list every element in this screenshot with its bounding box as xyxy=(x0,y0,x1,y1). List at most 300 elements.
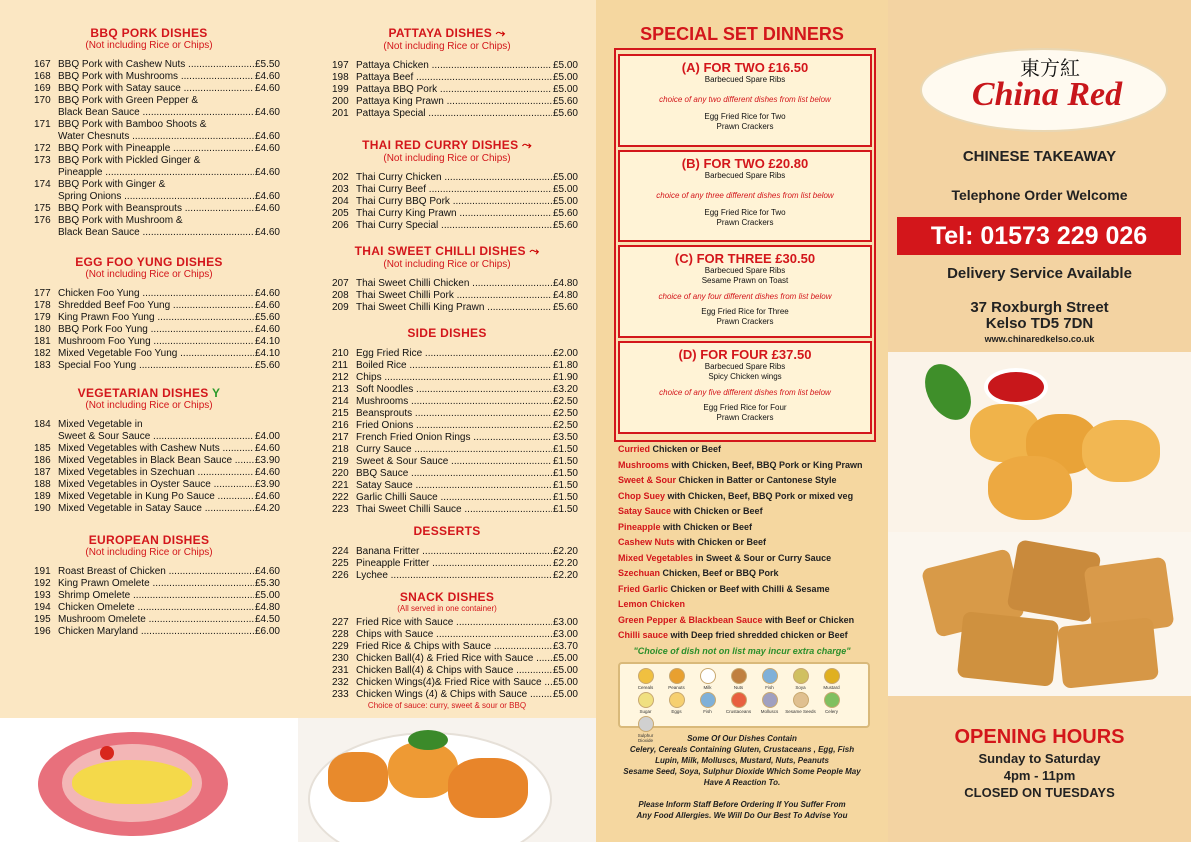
item-number: 170 xyxy=(34,95,51,106)
item-list xyxy=(0,566,298,638)
item-name: Chicken Maryland ..... xyxy=(58,626,254,638)
item-name: BBQ Pork with Pickled Ginger & xyxy=(58,155,201,166)
item-name: Mixed Vegetables in Oyster Sauce ..... xyxy=(58,479,254,491)
menu-item xyxy=(298,72,596,84)
section-title xyxy=(0,386,298,400)
pick-highlight: Satay Sauce xyxy=(618,506,672,516)
menu-item xyxy=(0,443,298,455)
item-number: 203 xyxy=(332,184,349,195)
euro-section xyxy=(0,533,298,638)
item-price: £4.10 xyxy=(254,348,280,359)
pick-item xyxy=(618,504,888,520)
set-dinners-title: SPECIAL SET DINNERS xyxy=(640,24,844,44)
item-price: £4.50 xyxy=(254,614,280,625)
set-title: (D) FOR FOUR £37.50 xyxy=(678,347,812,362)
sauce-note: Choice of sauce: curry, sweet & sour or BBQ xyxy=(367,701,527,710)
item-name: Pattaya BBQ Pork ..... xyxy=(356,84,552,96)
allergen-item xyxy=(630,668,661,690)
website-link[interactable]: www.chinaredkelso.co.uk xyxy=(984,334,1095,344)
item-name: Thai Curry Special ..... xyxy=(356,220,552,232)
item-name: Thai Curry BBQ Pork ..... xyxy=(356,196,552,208)
menu-item xyxy=(0,348,298,360)
item-price: £3.20 xyxy=(552,384,578,395)
pick-item xyxy=(618,458,888,474)
set-line: Sesame Prawn on Toast xyxy=(701,276,789,285)
item-price: £2.50 xyxy=(552,408,578,419)
allergen-label: Eggs xyxy=(671,709,682,714)
allergen-icon xyxy=(638,716,654,732)
set-title: (A) FOR TWO £16.50 xyxy=(681,60,809,75)
item-number: 208 xyxy=(332,290,349,301)
pick-rest: with Deep fried shredded chicken or Beef xyxy=(668,630,848,640)
spacer xyxy=(34,167,58,179)
item-name: Thai Curry Beef ..... xyxy=(356,184,552,196)
item-price: £4.10 xyxy=(254,336,280,347)
pick-highlight: Chop Suey xyxy=(618,490,666,501)
allergen-label: Celery xyxy=(824,709,838,714)
item-number: 209 xyxy=(332,302,349,313)
menu-item xyxy=(298,617,596,629)
menu-item xyxy=(0,143,298,155)
pick-item xyxy=(618,551,888,567)
item-price: £5.00 xyxy=(552,172,578,183)
allergen-item xyxy=(816,692,847,714)
item-name: Beansprouts ..... xyxy=(356,408,552,420)
set-title: (C) FOR THREE £30.50 xyxy=(674,251,816,266)
chicken-balls-photo xyxy=(888,352,1191,532)
item-number: 220 xyxy=(332,468,349,479)
set-choice: choice of any two different dishes from list below xyxy=(659,95,831,104)
lettuce-garnish xyxy=(916,356,981,428)
item-price: £4.80 xyxy=(552,290,578,301)
menu-item xyxy=(298,558,596,570)
allergen-label: Cereals xyxy=(637,685,654,690)
item-number: 205 xyxy=(332,208,349,219)
menu-item xyxy=(298,480,596,492)
item-name: Shrimp Omelete ..... xyxy=(58,590,254,602)
item-name: Roast Breast of Chicken ..... xyxy=(58,566,254,578)
item-name: Lychee ..... xyxy=(356,570,552,582)
item-name: Thai Sweet Chilli King Prawn ..... xyxy=(356,302,552,314)
pick-highlight: Cashew Nuts xyxy=(618,537,675,547)
item-number: 189 xyxy=(34,491,51,502)
item-number: 179 xyxy=(34,312,51,323)
item-list xyxy=(298,348,596,516)
item-list xyxy=(298,617,596,701)
telephone-number[interactable]: Tel: 01573 229 026 xyxy=(897,217,1181,255)
item-number: 173 xyxy=(34,155,51,166)
menu-item xyxy=(0,503,298,515)
allergen-item xyxy=(754,692,785,714)
allergen-item xyxy=(785,668,816,690)
menu-item xyxy=(0,626,298,638)
item-name-cont: Water Chesnuts ..... xyxy=(58,131,254,143)
item-price: £4.60 xyxy=(254,191,280,202)
item-name: Chicken Foo Yung ..... xyxy=(58,288,254,300)
section-subtitle: (Not including Rice or Chips) xyxy=(85,40,213,51)
menu-item xyxy=(298,689,596,701)
set-extra: Egg Fried Rice for Four xyxy=(703,403,787,412)
pick-rest: with Chicken or Beef xyxy=(674,537,767,547)
delivery-service: Delivery Service Available xyxy=(947,265,1132,282)
section-title-text: THAI RED CURRY DISHES xyxy=(362,138,519,152)
section-title xyxy=(298,244,596,259)
allergen-info xyxy=(596,733,888,821)
hours-title: OPENING HOURS xyxy=(954,726,1125,748)
section-title: SIDE DISHES xyxy=(407,326,487,340)
desserts-section xyxy=(298,524,596,582)
allergen-label: Soya xyxy=(795,685,806,690)
item-number: 190 xyxy=(34,503,51,514)
menu-item xyxy=(298,641,596,653)
spacer xyxy=(34,431,58,443)
chicken-piece xyxy=(448,758,528,818)
menu-item-cont xyxy=(0,131,298,143)
item-price: £2.50 xyxy=(552,420,578,431)
staff-line: Any Food Allergies. We Will Do Our Best To Advise You xyxy=(636,811,848,820)
item-price: £4.60 xyxy=(254,203,280,214)
allergen-item xyxy=(785,692,816,714)
omelette-photo xyxy=(0,718,298,842)
item-name: Special Foo Yung ..... xyxy=(58,360,254,372)
menu-item-cont xyxy=(0,107,298,119)
spacer xyxy=(34,227,58,239)
allergen-icon xyxy=(762,668,778,684)
pick-item xyxy=(618,442,888,458)
item-name: Chicken Ball(4) & Fried Rice with Sauce ..... xyxy=(356,653,552,665)
panel-4 xyxy=(888,0,1191,842)
item-price: £4.60 xyxy=(254,167,280,178)
item-price: £4.60 xyxy=(254,227,280,238)
set-extra: Egg Fried Rice for Two xyxy=(704,112,786,121)
item-name: Chips ..... xyxy=(356,372,552,384)
item-number: 188 xyxy=(34,479,51,490)
item-price: £5.50 xyxy=(254,59,280,70)
pick-highlight: Mixed Vegetables xyxy=(618,552,694,563)
pick-item xyxy=(618,582,888,598)
spacer xyxy=(34,131,58,143)
section-title: BBQ PORK DISHES xyxy=(90,26,208,40)
set-a xyxy=(618,54,872,147)
item-name: Soft Noodles ..... xyxy=(356,384,552,396)
pick-highlight: Lemon Chicken xyxy=(618,599,686,609)
chilli-icon: ⤳ xyxy=(522,138,532,152)
item-number: 214 xyxy=(332,396,349,407)
item-number: 206 xyxy=(332,220,349,231)
item-name-cont: Black Bean Sauce ..... xyxy=(58,107,254,119)
item-name: Chips with Sauce ..... xyxy=(356,629,552,641)
pick-highlight: Mushrooms xyxy=(618,459,670,470)
item-name: Pineapple Fritter ..... xyxy=(356,558,552,570)
menu-item xyxy=(0,119,298,131)
item-price: £6.00 xyxy=(254,626,280,637)
menu-item xyxy=(0,71,298,83)
item-price: £2.20 xyxy=(552,558,578,569)
item-price: £5.60 xyxy=(254,360,280,371)
item-number: 167 xyxy=(34,59,51,70)
pick-item xyxy=(618,473,888,489)
item-price: £5.30 xyxy=(254,578,280,589)
thai-chilli-section xyxy=(298,244,596,314)
item-name: Chicken Wings (4) & Chips with Sauce ..... xyxy=(356,689,552,701)
item-number: 198 xyxy=(332,72,349,83)
set-line: Barbecued Spare Ribs xyxy=(704,362,786,371)
item-number: 181 xyxy=(34,336,51,347)
menu-item xyxy=(298,108,596,120)
chicken-ball xyxy=(988,456,1072,520)
item-number: 226 xyxy=(332,570,349,581)
item-number: 194 xyxy=(34,602,51,613)
menu-item-cont xyxy=(0,191,298,203)
item-price: £4.60 xyxy=(254,566,280,577)
item-number: 196 xyxy=(34,626,51,637)
item-name: Thai Sweet Chilli Sauce ..... xyxy=(356,504,552,516)
item-name: French Fried Onion Rings ..... xyxy=(356,432,552,444)
menu-item xyxy=(0,203,298,215)
section-title: EGG FOO YUNG DISHES xyxy=(75,255,223,269)
item-price: £1.50 xyxy=(552,504,578,515)
item-price: £4.20 xyxy=(254,503,280,514)
item-price: £3.70 xyxy=(552,641,578,652)
item-number: 233 xyxy=(332,689,349,700)
item-name-cont: Spring Onions ..... xyxy=(58,191,254,203)
pick-rest: with Chicken, Beef, BBQ Pork or mixed veg xyxy=(665,490,854,501)
logo-english: China Red xyxy=(971,76,1123,113)
item-list xyxy=(0,59,298,239)
item-price: £1.50 xyxy=(552,456,578,467)
set-extra: Prawn Crackers xyxy=(716,413,774,422)
menu-item xyxy=(298,570,596,582)
menu-item xyxy=(0,614,298,626)
item-price: £4.60 xyxy=(254,288,280,299)
section-title: DESSERTS xyxy=(413,524,481,538)
allergen-label: Sesame Seeds xyxy=(785,709,816,714)
pick-rest: with Chicken, Beef, BBQ Pork or King Prawn xyxy=(669,459,863,470)
allergen-line: Some Of Our Dishes Contain xyxy=(687,734,797,743)
item-name: Thai Curry King Prawn ..... xyxy=(356,208,552,220)
menu-item xyxy=(298,84,596,96)
item-price: £4.60 xyxy=(254,131,280,142)
menu-item xyxy=(0,602,298,614)
menu-item xyxy=(0,83,298,95)
menu-item xyxy=(0,479,298,491)
section-title xyxy=(298,26,596,41)
pick-item xyxy=(618,628,888,644)
item-price: £5.00 xyxy=(552,84,578,95)
item-number: 178 xyxy=(34,300,51,311)
allergen-label: Sugar xyxy=(639,709,652,714)
menu-item xyxy=(0,59,298,71)
allergen-icon xyxy=(731,692,747,708)
item-number: 201 xyxy=(332,108,349,119)
item-name: Garlic Chilli Sauce ..... xyxy=(356,492,552,504)
item-price: £1.50 xyxy=(552,480,578,491)
item-price: £5.00 xyxy=(552,665,578,676)
omelette xyxy=(72,760,192,804)
allergen-icon xyxy=(762,692,778,708)
section-subtitle: (Not including Rice or Chips) xyxy=(383,259,511,270)
pick-item xyxy=(618,535,888,551)
item-name: BBQ Pork with Mushroom & xyxy=(58,215,183,226)
menu-item xyxy=(298,372,596,384)
sesame-toast xyxy=(957,611,1059,687)
menu-item xyxy=(298,302,596,314)
item-price: £5.00 xyxy=(552,72,578,83)
menu-item xyxy=(298,290,596,302)
menu-item-cont xyxy=(0,431,298,443)
allergen-item xyxy=(661,668,692,690)
menu-item xyxy=(0,467,298,479)
item-name: BBQ Pork with Satay sauce ..... xyxy=(58,83,254,95)
set-title: (B) FOR TWO £20.80 xyxy=(681,156,809,171)
item-number: 177 xyxy=(34,288,51,299)
item-name: Pattaya Beef ..... xyxy=(356,72,552,84)
pick-highlight: Szechuan xyxy=(618,568,661,578)
item-list xyxy=(298,546,596,582)
pick-rest: with Chicken or Beef xyxy=(671,506,763,516)
snack-section xyxy=(298,590,596,710)
item-number: 175 xyxy=(34,203,51,214)
sesame-toast xyxy=(1057,617,1159,689)
staff-line: Please Inform Staff Before Ordering If You Suffer From xyxy=(638,800,846,809)
set-line: Barbecued Spare Ribs xyxy=(704,266,786,275)
item-name: Mixed Vegetables in Black Bean Sauce ..... xyxy=(58,455,254,467)
item-name: BBQ Pork with Green Pepper & xyxy=(58,95,199,106)
set-extra: Egg Fried Rice for Three xyxy=(701,307,789,316)
pick-rest: with Beef or Chicken xyxy=(762,614,855,625)
allergen-icon xyxy=(824,692,840,708)
section-subtitle: (Not including Rice or Chips) xyxy=(85,269,213,280)
section-subtitle: (All served in one container) xyxy=(397,604,497,613)
pick-item xyxy=(618,597,888,613)
item-price: £4.60 xyxy=(254,324,280,335)
item-name: BBQ Sauce ..... xyxy=(356,468,552,480)
item-price: £5.00 xyxy=(254,590,280,601)
allergen-item xyxy=(723,668,754,690)
pick-highlight: Green Pepper & Blackbean Sauce xyxy=(618,614,763,625)
item-number: 231 xyxy=(332,665,349,676)
address xyxy=(888,300,1191,332)
item-number: 202 xyxy=(332,172,349,183)
item-number: 217 xyxy=(332,432,349,443)
panel-1 xyxy=(0,0,298,718)
allergen-line: Celery, Cereals Containing Gluten, Crustaceans , Egg, Fish xyxy=(629,745,855,754)
item-number: 222 xyxy=(332,492,349,503)
item-price: £5.60 xyxy=(552,108,578,119)
item-number: 168 xyxy=(34,71,51,82)
item-price: £5.00 xyxy=(552,653,578,664)
item-number: 232 xyxy=(332,677,349,688)
item-number: 216 xyxy=(332,420,349,431)
side-section xyxy=(298,326,596,516)
menu-item xyxy=(0,300,298,312)
item-price: £5.00 xyxy=(552,60,578,71)
menu-item xyxy=(298,504,596,516)
item-number: 193 xyxy=(34,590,51,601)
item-name: Fried Rice & Chips with Sauce ..... xyxy=(356,641,552,653)
item-number: 230 xyxy=(332,653,349,664)
item-price: £1.90 xyxy=(552,372,578,383)
egg-section xyxy=(0,255,298,372)
section-subtitle: (Not including Rice or Chips) xyxy=(383,153,511,164)
item-price: £5.60 xyxy=(254,312,280,323)
chilli-icon: ⤳ xyxy=(529,244,540,258)
menu-item xyxy=(0,179,298,191)
logo-chinese: 東方紅 xyxy=(1020,56,1080,80)
menu-item xyxy=(298,184,596,196)
set-line: Barbecued Spare Ribs xyxy=(704,75,786,84)
item-name: King Prawn Foo Yung ..... xyxy=(58,312,254,324)
set-choice: choice of any four different dishes from list below xyxy=(658,292,832,301)
item-name: Thai Sweet Chilli Pork ..... xyxy=(356,290,552,302)
item-name: King Prawn Omelete ..... xyxy=(58,578,254,590)
item-number: 195 xyxy=(34,614,51,625)
menu-item xyxy=(298,653,596,665)
item-number: 219 xyxy=(332,456,349,467)
pick-rest: Chicken or Beef with Chilli & Sesame xyxy=(668,583,830,594)
item-number: 185 xyxy=(34,443,51,454)
menu-item xyxy=(0,360,298,372)
allergen-label: Sulphur Dioxide xyxy=(637,733,654,743)
item-name: Curry Sauce ..... xyxy=(356,444,552,456)
item-price: £1.80 xyxy=(552,360,578,371)
set-d xyxy=(618,341,872,434)
menu-item xyxy=(298,278,596,290)
item-number: 191 xyxy=(34,566,51,577)
item-number: 200 xyxy=(332,96,349,107)
allergen-item xyxy=(723,692,754,714)
hours-days: Sunday to Saturday xyxy=(978,751,1101,766)
pick-highlight: Curried xyxy=(618,444,651,454)
address-street: 37 Roxburgh Street xyxy=(970,299,1109,316)
item-number: 171 xyxy=(34,119,51,130)
item-price: £3.90 xyxy=(254,479,280,490)
item-name: Mushroom Omelete ..... xyxy=(58,614,254,626)
item-price: £5.60 xyxy=(552,208,578,219)
allergen-icon xyxy=(731,668,747,684)
sauce-bowl xyxy=(984,368,1048,406)
item-number: 197 xyxy=(332,60,349,71)
pick-highlight: Chilli sauce xyxy=(618,630,669,640)
item-number: 199 xyxy=(332,84,349,95)
item-number: 183 xyxy=(34,360,51,371)
item-number: 223 xyxy=(332,504,349,515)
allergen-label: Crustaceans xyxy=(725,709,752,714)
item-name: Pattaya King Prawn ..... xyxy=(356,96,552,108)
allergen-icon xyxy=(793,668,809,684)
item-name: BBQ Pork with Pineapple ..... xyxy=(58,143,254,155)
pick-item xyxy=(618,613,888,629)
bbq-section xyxy=(0,26,298,239)
item-price: £3.50 xyxy=(552,432,578,443)
pick-rest: Chicken or Beef xyxy=(650,444,722,454)
menu-item xyxy=(0,288,298,300)
item-name: Thai Curry Chicken ..... xyxy=(356,172,552,184)
set-extra: Prawn Crackers xyxy=(716,122,774,131)
item-name: BBQ Pork with Mushrooms ..... xyxy=(58,71,254,83)
allergen-line: Lupin, Milk, Molluscs, Mustard, Nuts, Peanuts xyxy=(655,756,829,765)
set-extra: Prawn Crackers xyxy=(716,317,774,326)
telephone-order: Telephone Order Welcome xyxy=(951,187,1128,203)
allergen-icon xyxy=(700,692,716,708)
menu-item xyxy=(0,312,298,324)
item-number: 229 xyxy=(332,641,349,652)
allergen-item xyxy=(692,668,723,690)
item-name: Mixed Vegetable in Satay Sauce ..... xyxy=(58,503,254,515)
pick-rest: Chicken in Batter or Cantonese Style xyxy=(676,475,837,485)
item-price: £5.00 xyxy=(552,677,578,688)
allergen-icon xyxy=(638,668,654,684)
